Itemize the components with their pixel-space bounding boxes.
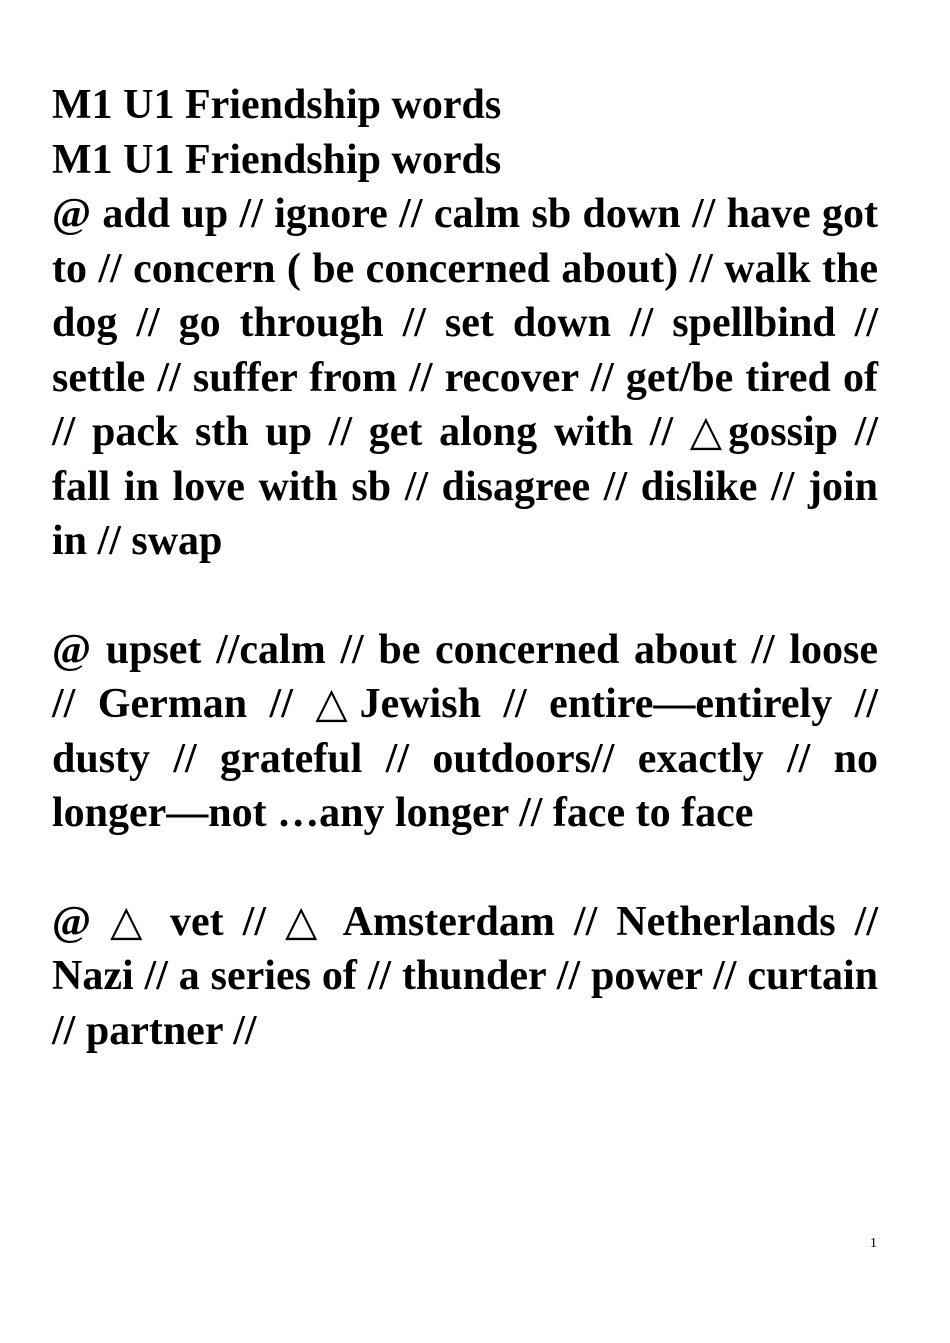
- document-title: M1 U1 Friendship words: [52, 82, 502, 128]
- document-page: [52, 78, 878, 1058]
- word-list-paragraph-1: @ add up // ignore // calm sb down // have got to // concern ( be concerned about) // walk the dog // go through // set down // spellbind // settle // suffer from // recover // get/be tired of // pack sth up // get along with // △gossip // fall in love with sb // disagree // dislike // join in // swap: [52, 191, 878, 564]
- paragraph-spacer: [52, 569, 878, 623]
- word-list-paragraph-2: @ upset //calm // be concerned about // loose // German // △Jewish // entire—entirely // dusty // grateful // outdoors// exactly // no longer—not …any longer // face to face: [52, 626, 878, 836]
- word-list-paragraph-3: @ △ vet // △ Amsterdam // Netherlands // Nazi // a series of // thunder // power // curtain // partner //: [52, 898, 878, 1054]
- document-title-repeat: M1 U1 Friendship words: [52, 136, 502, 183]
- paragraph-spacer: [52, 841, 878, 895]
- page-number: 1: [870, 1236, 877, 1251]
